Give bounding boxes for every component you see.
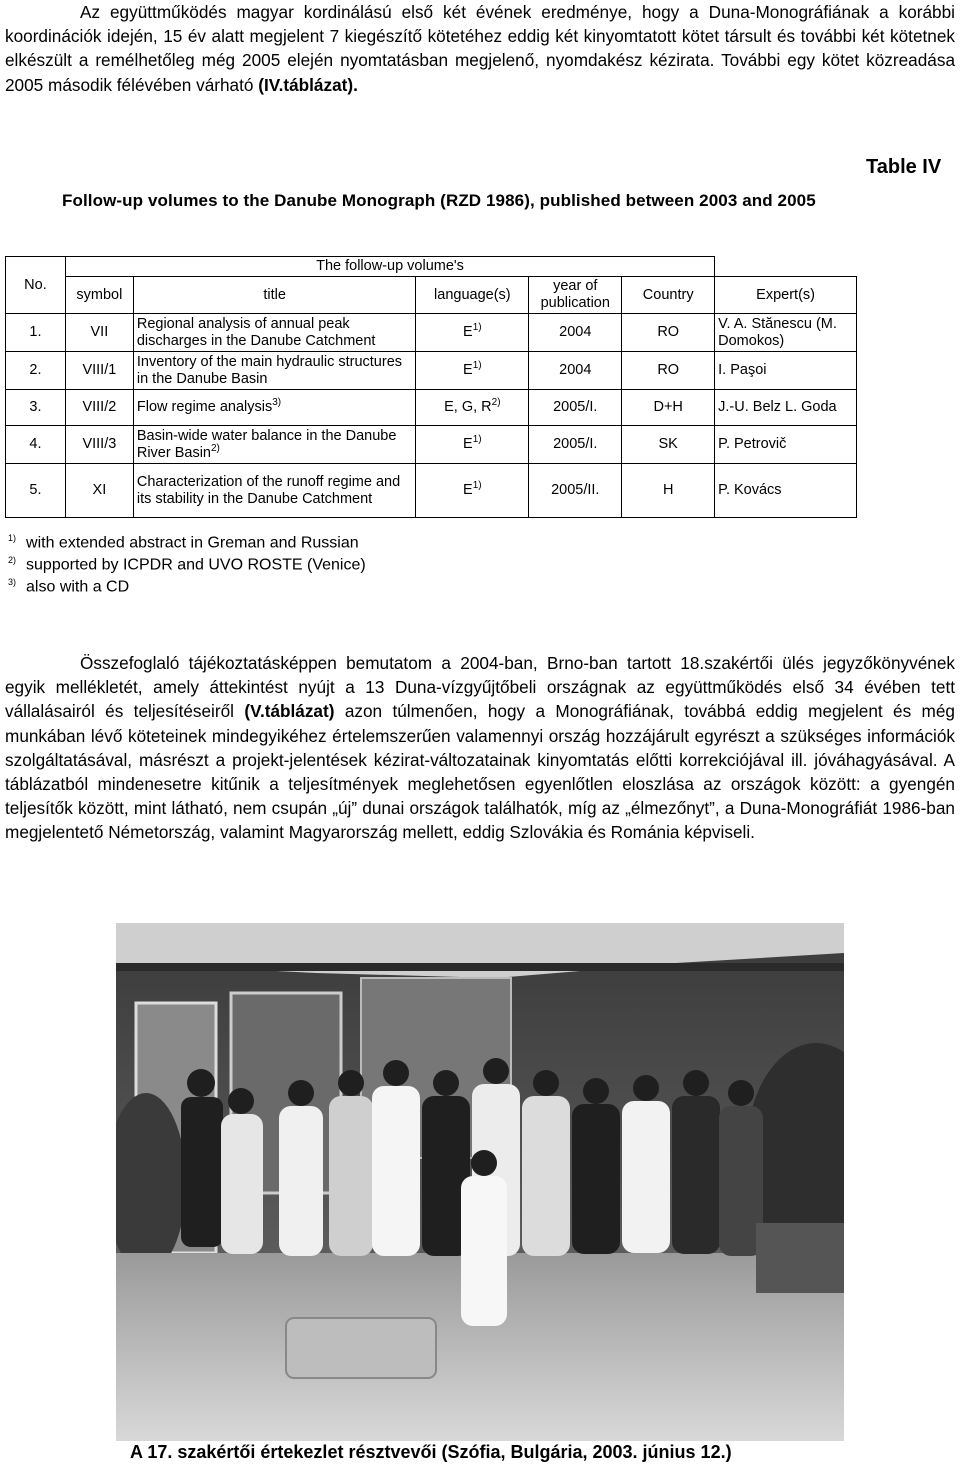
row-country: RO — [622, 352, 715, 390]
title-text: Basin-wide water balance in the Danube River Basin — [136, 427, 397, 461]
row-country: H — [622, 464, 715, 518]
summary-text-a: Összefoglaló tájékoztatásképpen bemutatom a 2004-ban, Brno-ban tartott 18.szakértői ülés jegyzőkönyvének egyik mellékletét, amely áttekintést nyújt a 13 Duna-vízgyűjtőbeli országnak az együttműködés első 34 évében tett vállalásairól és teljesítéseiről — [5, 653, 955, 722]
summary-text-b: azon túlmenően, hogy a Monográfiának, továbbá eddig megjelent és még munkában lévő köteteinek mindegyikéhez értelemszerűen valamennyi ország hozzájárult egyrészt a szükséges információk szolgáltatásával, másrészt a projekt-jelentések kézirat-változatainak kinyomtatás előtti korrekciójával ill. jóváhagyásával. A táblázatból mindenesetre kitűnik a teljesítmények meglehetősen egyenlőtlen eloszlása az országok között: a gyengén teljesítők között, mint látható, nem csupán „új” dunai országok találhatók, míg az „élmezőnyt”, a Duna-Monográfiát 1986-ban megjelentető Németország, valamint Magyarország mellett, eddig Szlovákia és Románia képviseli. — [5, 701, 955, 843]
followup-volumes-table — [5, 256, 857, 518]
row-title — [133, 390, 416, 426]
table-title: Follow-up volumes to the Danube Monograph (RZD 1986), published between 2003 and 2005 — [62, 191, 816, 210]
row-year: 2005/II. — [529, 464, 622, 518]
lang-footnote: 1) — [472, 360, 482, 372]
header-symbol: symbol — [65, 277, 133, 314]
row-expert: J.-U. Belz L. Goda — [715, 390, 857, 426]
footnote-mark: 1) — [8, 533, 17, 543]
row-title: Inventory of the main hydraulic structures in the Danube Basin — [133, 352, 416, 390]
lang-text: E — [463, 324, 473, 340]
title-footnote: 2) — [211, 442, 220, 454]
intro-paragraph — [5, 0, 955, 97]
header-year: year of publication — [529, 277, 622, 314]
title-footnote: 3) — [272, 397, 282, 409]
row-language — [416, 314, 529, 352]
summary-paragraph — [5, 651, 955, 845]
row-no: 3. — [6, 390, 66, 426]
lang-text: E — [463, 482, 473, 498]
row-symbol: XI — [65, 464, 133, 518]
row-year: 2005/I. — [529, 390, 622, 426]
row-country: D+H — [622, 390, 715, 426]
table-row — [6, 314, 857, 352]
lang-footnote: 2) — [491, 397, 501, 409]
header-expert: Expert(s) — [715, 277, 857, 314]
row-year: 2004 — [529, 352, 622, 390]
table-row — [6, 426, 857, 464]
table-tag: Table IV — [866, 156, 942, 178]
header-group-volumes: The follow-up volume's — [65, 257, 714, 277]
group-photo-image — [116, 923, 844, 1441]
lang-text: E, G, R — [444, 399, 492, 415]
row-language — [416, 352, 529, 390]
row-no: 4. — [6, 426, 66, 464]
lang-text: E — [463, 362, 473, 378]
footnote-3 — [8, 577, 129, 596]
row-title: Regional analysis of annual peak discharges in the Danube Catchment — [133, 314, 416, 352]
footnote-text: with extended abstract in Greman and Russian — [26, 534, 359, 552]
footnote-2 — [8, 555, 366, 574]
photo-caption: A 17. szakértői értekezlet résztvevői (Szófia, Bulgária, 2003. június 12.) — [130, 1442, 732, 1462]
group-photo — [116, 923, 844, 1441]
row-symbol: VIII/2 — [65, 390, 133, 426]
row-country: SK — [622, 426, 715, 464]
row-symbol: VIII/3 — [65, 426, 133, 464]
lang-text: E — [463, 436, 473, 452]
table-row — [6, 352, 857, 390]
row-language — [416, 464, 529, 518]
lang-footnote: 1) — [472, 480, 482, 492]
row-symbol: VII — [65, 314, 133, 352]
lang-footnote: 1) — [472, 434, 482, 446]
intro-table-ref: (IV.táblázat). — [258, 74, 358, 95]
row-symbol: VIII/1 — [65, 352, 133, 390]
lang-footnote: 1) — [472, 322, 482, 334]
row-expert: V. A. Stănescu (M. Domokos) — [715, 314, 857, 352]
row-expert: P. Kovács — [715, 464, 857, 518]
header-country: Country — [622, 277, 715, 314]
footnote-mark: 3) — [8, 577, 17, 587]
header-title: title — [133, 277, 416, 314]
table-row — [6, 390, 857, 426]
footnote-text: also with a CD — [26, 578, 130, 596]
footnote-text: supported by ICPDR and UVO ROSTE (Venice) — [26, 556, 366, 574]
row-language — [416, 390, 529, 426]
row-expert: I. Paşoi — [715, 352, 857, 390]
row-country: RO — [622, 314, 715, 352]
row-title — [133, 426, 416, 464]
row-no: 2. — [6, 352, 66, 390]
header-no: No. — [6, 257, 66, 314]
summary-table-ref: (V.táblázat) — [244, 701, 335, 722]
title-text: Flow regime analysis — [136, 399, 273, 415]
row-no: 1. — [6, 314, 66, 352]
row-expert: P. Petrovič — [715, 426, 857, 464]
table-row — [6, 464, 857, 518]
row-title: Characterization of the runoff regime and its stability in the Danube Catchment — [133, 464, 416, 518]
row-year: 2005/I. — [529, 426, 622, 464]
footnote-1 — [8, 533, 359, 552]
intro-text: Az együttműködés magyar kordinálású első két évének eredménye, hogy a Duna-Monográfiának a korábbi koordinációk idején, 15 év alatt megjelent 7 kiegészítő kötetéhez eddig két kinyomtatott kötet társult és további két kötetnek elkészült a remélhetőleg még 2005 elején nyomtatásban megjelenő, nyomdakész kézirata. További egy kötet közreadása 2005 második félévében várható — [5, 2, 955, 95]
row-language — [416, 426, 529, 464]
row-year: 2004 — [529, 314, 622, 352]
row-no: 5. — [6, 464, 66, 518]
footnote-mark: 2) — [8, 555, 17, 565]
header-language: language(s) — [416, 277, 529, 314]
